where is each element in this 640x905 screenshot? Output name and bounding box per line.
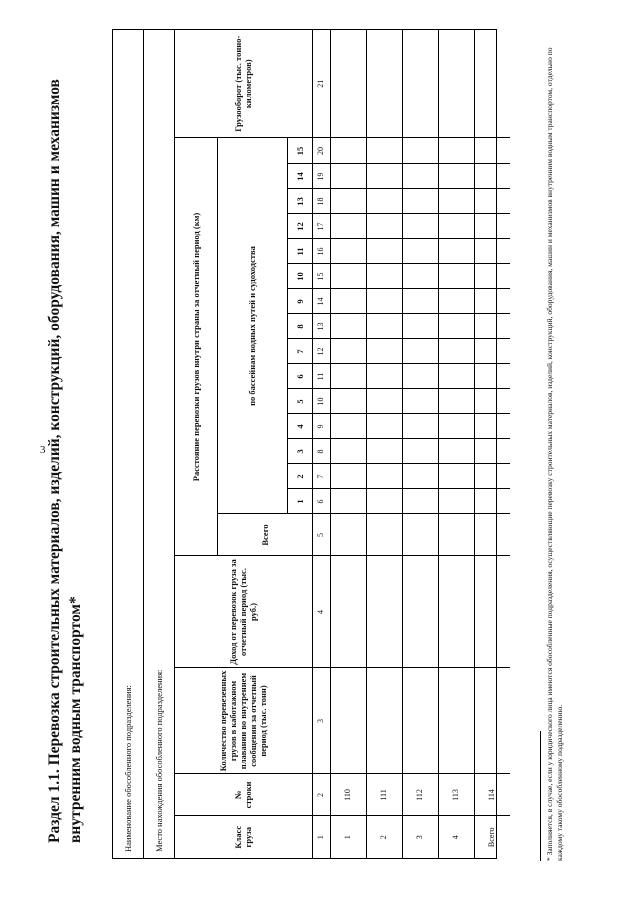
entry-cell-col-15[interactable] xyxy=(402,264,438,289)
entry-cell-col-8[interactable] xyxy=(366,439,402,464)
entry-cell-col-3[interactable] xyxy=(438,668,474,774)
entry-cell-col-12[interactable] xyxy=(438,339,474,364)
entry-cell-col-16[interactable] xyxy=(402,239,438,264)
entry-cell-col-8[interactable] xyxy=(474,439,510,464)
colnum-18: 18 xyxy=(312,189,330,214)
entry-cell-col-9[interactable] xyxy=(366,414,402,439)
colnum-15: 15 xyxy=(312,264,330,289)
colnum-19: 19 xyxy=(312,164,330,189)
entry-cell-col-17[interactable] xyxy=(474,214,510,239)
entry-cell-col-10[interactable] xyxy=(402,389,438,414)
entry-cell-col-20[interactable] xyxy=(438,138,474,164)
entry-cell-col-20[interactable] xyxy=(330,138,366,164)
header-cargo-class: Класс груза xyxy=(175,816,312,858)
header-basin-12: 12 xyxy=(287,214,312,239)
entry-cell-col-19[interactable] xyxy=(402,164,438,189)
entry-cell-col-16[interactable] xyxy=(330,239,366,264)
entry-cell-col-18[interactable] xyxy=(474,189,510,214)
page-number: 3 xyxy=(40,444,46,456)
entry-cell-col-8[interactable] xyxy=(438,439,474,464)
entry-cell-col-6[interactable] xyxy=(402,489,438,514)
colnum-8: 8 xyxy=(312,439,330,464)
entry-cell-col-5[interactable] xyxy=(438,514,474,556)
header-quantity: Количество перевезенных грузов в каботажном плавании во внутреннем сообщении за отчетный период (тыс. тонн) xyxy=(175,668,312,774)
header-turnover: Грузооборот (тыс. тонно-километров) xyxy=(175,30,312,138)
header-basin-6: 6 xyxy=(287,364,312,389)
colnum-20: 20 xyxy=(312,138,330,164)
colnum-7: 7 xyxy=(312,464,330,489)
entry-cell-col-7[interactable] xyxy=(474,464,510,489)
table-row xyxy=(474,30,510,858)
entry-cell-col-12[interactable] xyxy=(474,339,510,364)
entry-cell-col-7[interactable] xyxy=(330,464,366,489)
entry-cell-col-8[interactable] xyxy=(330,439,366,464)
entry-cell-col-13[interactable] xyxy=(474,314,510,339)
entry-cell-col-20[interactable] xyxy=(366,138,402,164)
footnote-rule xyxy=(540,731,541,861)
entry-cell-col-8[interactable] xyxy=(402,439,438,464)
entry-cell-col-18[interactable] xyxy=(330,189,366,214)
header-basin-1: 1 xyxy=(287,489,312,514)
table-row xyxy=(402,30,438,858)
entry-cell-col-11[interactable] xyxy=(474,364,510,389)
unit-location-row xyxy=(144,30,175,858)
unit-name-label: Наименование обособленного подразделения: xyxy=(123,685,133,852)
entry-cell-col-10[interactable] xyxy=(438,389,474,414)
colnum-1: 1 xyxy=(312,816,330,858)
entry-cell-col-5[interactable] xyxy=(474,514,510,556)
table-row xyxy=(330,30,366,858)
colnum-9: 9 xyxy=(312,414,330,439)
entry-cell-col-14[interactable] xyxy=(330,289,366,314)
entry-cell-col-16[interactable] xyxy=(366,239,402,264)
entry-cell-col-21[interactable] xyxy=(474,30,510,138)
entry-cell-col-12[interactable] xyxy=(330,339,366,364)
header-basin-13: 13 xyxy=(287,189,312,214)
entry-cell-col-11[interactable] xyxy=(366,364,402,389)
header-line-no: № строки xyxy=(175,774,312,816)
cargo-table xyxy=(175,30,510,858)
entry-cell-col-20[interactable] xyxy=(474,138,510,164)
header-basin-5: 5 xyxy=(287,389,312,414)
entry-cell-col-21[interactable] xyxy=(438,30,474,138)
entry-cell-col-14[interactable] xyxy=(402,289,438,314)
entry-cell-col-4[interactable] xyxy=(402,556,438,668)
cargo-class-cell: 4 xyxy=(438,816,474,858)
header-basin-3: 3 xyxy=(287,439,312,464)
entry-cell-col-19[interactable] xyxy=(474,164,510,189)
entry-cell-col-17[interactable] xyxy=(366,214,402,239)
entry-cell-col-14[interactable] xyxy=(366,289,402,314)
entry-cell-col-9[interactable] xyxy=(438,414,474,439)
entry-cell-col-16[interactable] xyxy=(474,239,510,264)
entry-cell-col-7[interactable] xyxy=(438,464,474,489)
colnum-2: 2 xyxy=(312,774,330,816)
entry-cell-col-3[interactable] xyxy=(330,668,366,774)
entry-cell-col-6[interactable] xyxy=(474,489,510,514)
form-frame xyxy=(112,29,497,859)
entry-cell-col-6[interactable] xyxy=(366,489,402,514)
entry-cell-col-21[interactable] xyxy=(330,30,366,138)
header-distance: Расстояние перевозки грузов внутри страны за отчетный период (км) xyxy=(175,138,217,556)
colnum-3: 3 xyxy=(312,668,330,774)
entry-cell-col-18[interactable] xyxy=(402,189,438,214)
line-no-cell: 111 xyxy=(366,774,402,816)
table-row xyxy=(366,30,402,858)
colnum-4: 4 xyxy=(312,556,330,668)
header-basin-2: 2 xyxy=(287,464,312,489)
entry-cell-col-13[interactable] xyxy=(366,314,402,339)
entry-cell-col-17[interactable] xyxy=(330,214,366,239)
colnum-5: 5 xyxy=(312,514,330,556)
colnum-21: 21 xyxy=(312,30,330,138)
entry-cell-col-9[interactable] xyxy=(402,414,438,439)
section-title: Раздел 1.1. Перевозка строительных материалов, изделий, конструкций, оборудования, машин и механизмов внутренним водным транспортом* xyxy=(46,79,84,843)
header-basin-4: 4 xyxy=(287,414,312,439)
entry-cell-col-6[interactable] xyxy=(438,489,474,514)
entry-cell-col-19[interactable] xyxy=(330,164,366,189)
entry-cell-col-3[interactable] xyxy=(474,668,510,774)
line-no-cell: 114 xyxy=(474,774,510,816)
colnum-10: 10 xyxy=(312,389,330,414)
table-row xyxy=(438,30,474,858)
entry-cell-col-12[interactable] xyxy=(366,339,402,364)
entry-cell-col-10[interactable] xyxy=(474,389,510,414)
entry-cell-col-5[interactable] xyxy=(366,514,402,556)
entry-cell-col-13[interactable] xyxy=(438,314,474,339)
entry-cell-col-5[interactable] xyxy=(402,514,438,556)
entry-cell-col-3[interactable] xyxy=(402,668,438,774)
entry-cell-col-20[interactable] xyxy=(402,138,438,164)
entry-cell-col-9[interactable] xyxy=(474,414,510,439)
entry-cell-col-13[interactable] xyxy=(330,314,366,339)
entry-cell-col-4[interactable] xyxy=(366,556,402,668)
header-basin-8: 8 xyxy=(287,314,312,339)
entry-cell-col-18[interactable] xyxy=(438,189,474,214)
entry-cell-col-15[interactable] xyxy=(438,264,474,289)
entry-cell-col-5[interactable] xyxy=(330,514,366,556)
header-basin-14: 14 xyxy=(287,164,312,189)
entry-cell-col-13[interactable] xyxy=(402,314,438,339)
entry-cell-col-10[interactable] xyxy=(330,389,366,414)
entry-cell-col-17[interactable] xyxy=(438,214,474,239)
colnum-12: 12 xyxy=(312,339,330,364)
entry-cell-col-3[interactable] xyxy=(366,668,402,774)
entry-cell-col-14[interactable] xyxy=(474,289,510,314)
cargo-class-cell: 1 xyxy=(330,816,366,858)
entry-cell-col-11[interactable] xyxy=(438,364,474,389)
entry-cell-col-7[interactable] xyxy=(366,464,402,489)
entry-cell-col-15[interactable] xyxy=(330,264,366,289)
header-basins: по бассейнам водных путей и судоходства xyxy=(217,138,287,514)
entry-cell-col-10[interactable] xyxy=(366,389,402,414)
entry-cell-col-4[interactable] xyxy=(438,556,474,668)
entry-cell-col-4[interactable] xyxy=(474,556,510,668)
unit-name-row xyxy=(113,30,144,858)
entry-cell-col-19[interactable] xyxy=(438,164,474,189)
entry-cell-col-16[interactable] xyxy=(438,239,474,264)
line-no-cell: 110 xyxy=(330,774,366,816)
entry-cell-col-9[interactable] xyxy=(330,414,366,439)
colnum-16: 16 xyxy=(312,239,330,264)
entry-cell-col-6[interactable] xyxy=(330,489,366,514)
entry-cell-col-15[interactable] xyxy=(366,264,402,289)
entry-cell-col-19[interactable] xyxy=(366,164,402,189)
entry-cell-col-15[interactable] xyxy=(474,264,510,289)
header-total: Всего xyxy=(217,514,312,556)
header-basin-15: 15 xyxy=(287,138,312,164)
entry-cell-col-21[interactable] xyxy=(366,30,402,138)
colnum-14: 14 xyxy=(312,289,330,314)
entry-cell-col-14[interactable] xyxy=(438,289,474,314)
entry-cell-col-11[interactable] xyxy=(330,364,366,389)
entry-cell-col-17[interactable] xyxy=(402,214,438,239)
header-basin-7: 7 xyxy=(287,339,312,364)
colnum-6: 6 xyxy=(312,489,330,514)
footnote: * Заполняется, в случае, если у юридического лица имеются обособленные подразделения, осуществляющие перевозку строительных материалов, изделий, конструкций, оборудования, машин и механизмов внутренним водным транспортом, отдельно по каждому такому обособленному подразделению. xyxy=(545,47,564,861)
cargo-class-cell: 2 xyxy=(366,816,402,858)
colnum-17: 17 xyxy=(312,214,330,239)
entry-cell-col-11[interactable] xyxy=(402,364,438,389)
colnum-11: 11 xyxy=(312,364,330,389)
header-basin-11: 11 xyxy=(287,239,312,264)
header-income: Доход от перевозок груза за отчетный период (тыс. руб.) xyxy=(175,556,312,668)
line-no-cell: 113 xyxy=(438,774,474,816)
entry-cell-col-4[interactable] xyxy=(330,556,366,668)
colnum-13: 13 xyxy=(312,314,330,339)
entry-cell-col-7[interactable] xyxy=(402,464,438,489)
entry-cell-col-18[interactable] xyxy=(366,189,402,214)
unit-location-label: Место нахождения обособленного подразделения: xyxy=(154,669,164,852)
cargo-class-cell: Всего xyxy=(474,816,510,858)
cargo-class-cell: 3 xyxy=(402,816,438,858)
entry-cell-col-21[interactable] xyxy=(402,30,438,138)
entry-cell-col-12[interactable] xyxy=(402,339,438,364)
header-basin-10: 10 xyxy=(287,264,312,289)
header-basin-9: 9 xyxy=(287,289,312,314)
line-no-cell: 112 xyxy=(402,774,438,816)
